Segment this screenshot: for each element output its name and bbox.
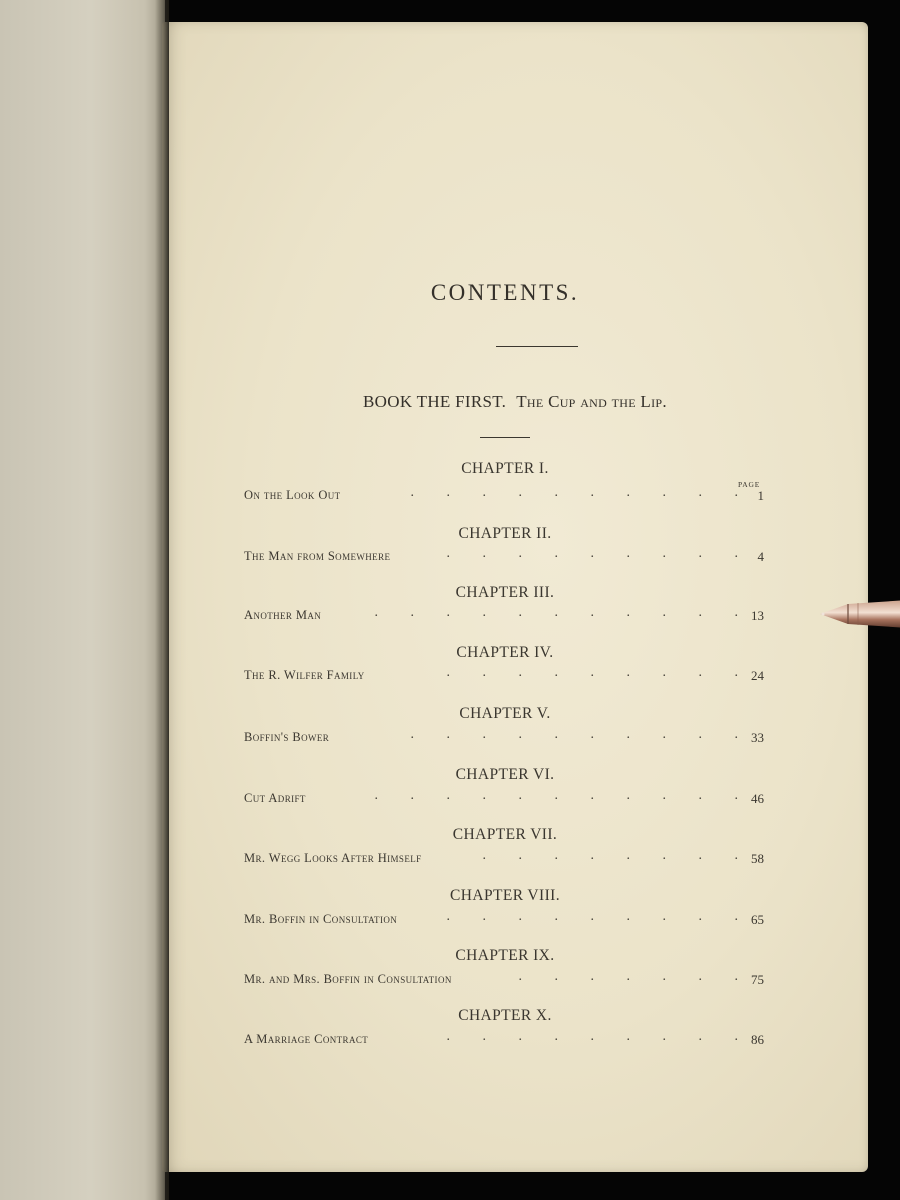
- chapter-title: The R. Wilfer Family: [244, 668, 365, 682]
- chapter-heading: CHAPTER II.: [458, 525, 552, 542]
- page-number: 86: [751, 1032, 764, 1047]
- chapter-title: Mr. Boffin in Consultation: [244, 912, 398, 926]
- dot-leader: . . . . . . .: [518, 969, 738, 984]
- title-rule: [496, 346, 578, 347]
- chapter-title: Another Man: [244, 608, 322, 622]
- chapter-title: A Marriage Contract: [244, 1032, 369, 1046]
- book-subtitle: The Cup and the Lip.: [516, 392, 667, 411]
- chapter-title: The Man from Somewhere: [244, 549, 391, 563]
- dot-leader: . . . . . . . . . . .: [374, 605, 738, 620]
- dot-leader: . . . . . . . . . .: [410, 485, 738, 500]
- contents-title: CONTENTS.: [430, 280, 580, 305]
- page-number: 46: [751, 791, 764, 806]
- chapter-heading: CHAPTER V.: [459, 705, 551, 722]
- page-number: 4: [757, 549, 764, 564]
- dot-leader: . . . . . . . .: [482, 848, 738, 863]
- chapter-heading: CHAPTER IV.: [456, 644, 554, 661]
- chapter-title: Mr. and Mrs. Boffin in Consultation: [244, 972, 452, 986]
- chapter-title: Mr. Wegg Looks After Himself: [244, 851, 422, 865]
- toc-entry: [244, 788, 766, 811]
- dot-leader: . . . . . . . . .: [446, 546, 738, 561]
- toc-entry: [244, 485, 766, 508]
- toc-entry: [244, 909, 766, 932]
- page-number: 33: [751, 730, 764, 745]
- dot-leader: . . . . . . . . .: [446, 1029, 738, 1044]
- dot-leader: . . . . . . . . .: [446, 909, 738, 924]
- dot-leader: . . . . . . . . . .: [410, 727, 738, 742]
- chapter-title: Cut Adrift: [244, 791, 306, 805]
- page-number: 58: [751, 851, 764, 866]
- chapter-heading: CHAPTER III.: [455, 584, 555, 601]
- toc-entry: [244, 665, 766, 688]
- dot-leader: . . . . . . . . . . .: [374, 788, 738, 803]
- page-column-label: PAGE: [738, 480, 761, 489]
- toc-entry: [244, 727, 766, 750]
- book-heading: [0, 392, 900, 412]
- chapter-heading: CHAPTER X.: [458, 1007, 552, 1024]
- book-label: BOOK THE FIRST.: [363, 392, 507, 411]
- chapter-heading: CHAPTER I.: [461, 460, 549, 477]
- toc-entry: [244, 969, 766, 992]
- page-number: 13: [751, 608, 764, 623]
- pen-tip-icon: [818, 594, 900, 634]
- chapter-heading: CHAPTER VII.: [452, 826, 558, 843]
- chapter-title: On the Look Out: [244, 488, 341, 502]
- toc-entry: [244, 848, 766, 871]
- page-number: 1: [757, 488, 764, 503]
- chapter-heading: CHAPTER IX.: [455, 947, 555, 964]
- toc-entry: [244, 546, 766, 569]
- toc-entry: [244, 605, 766, 628]
- chapter-heading: CHAPTER VIII.: [450, 887, 560, 904]
- dot-leader: . . . . . . . . .: [446, 665, 738, 680]
- page-number: 24: [751, 668, 764, 683]
- page-number: 65: [751, 912, 764, 927]
- chapter-title: Boffin's Bower: [244, 730, 330, 744]
- book-rule: [480, 437, 530, 438]
- page-number: 75: [751, 972, 764, 987]
- toc-entry: [244, 1029, 766, 1052]
- chapter-heading: CHAPTER VI.: [455, 766, 555, 783]
